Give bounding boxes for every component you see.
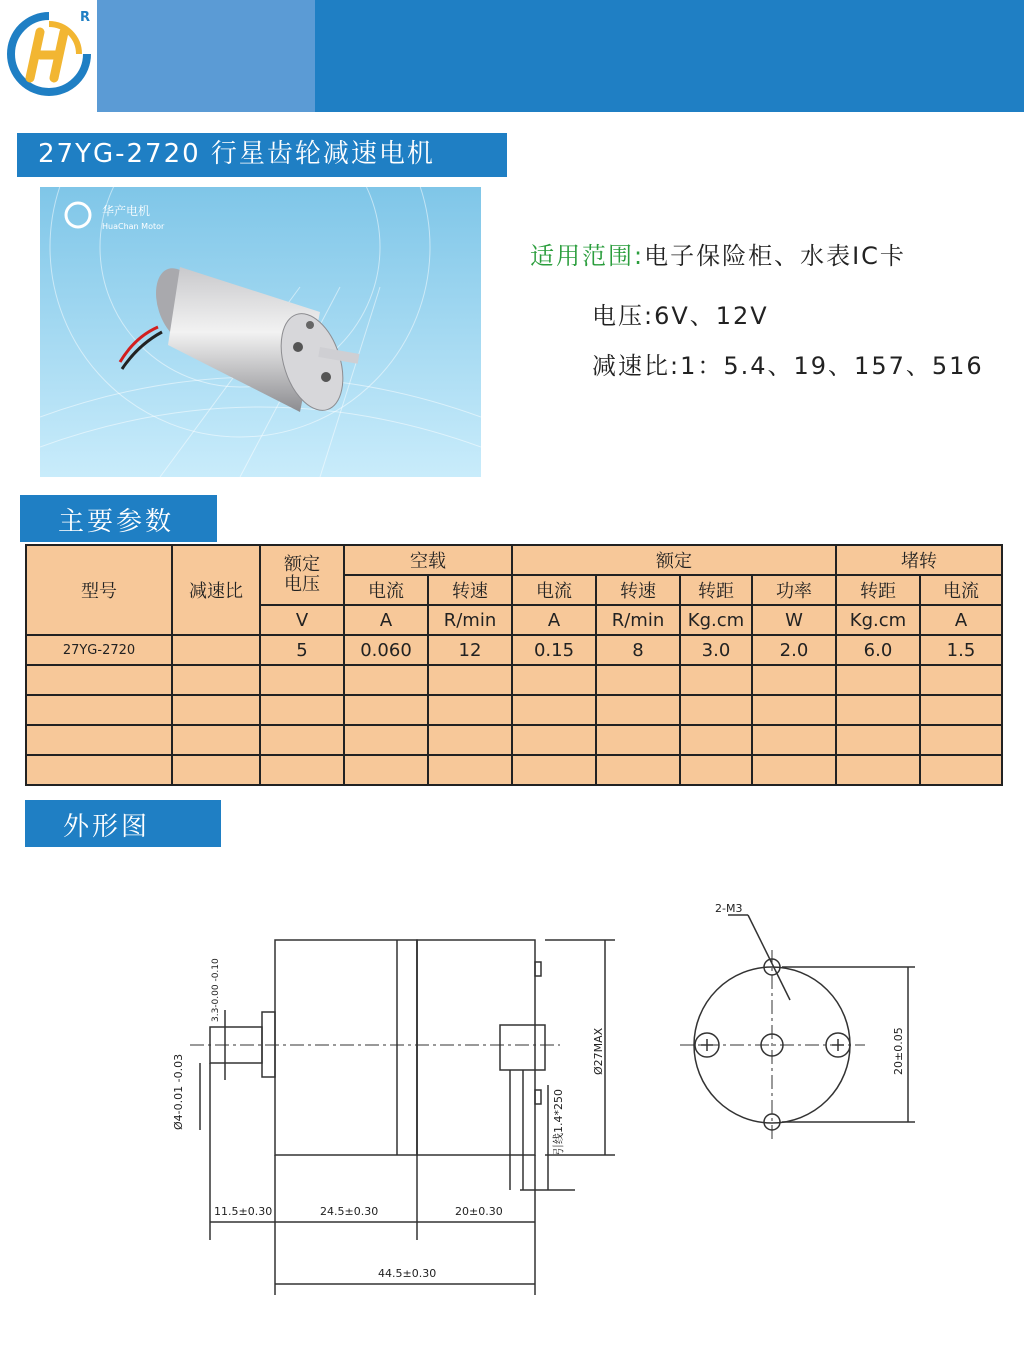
dim-shaft-dia: Ø4-0.01 -0.03 bbox=[172, 1053, 185, 1130]
dim-body-2: 20±0.30 bbox=[455, 1205, 503, 1218]
rated-voltage-header-l1: 额定 bbox=[284, 554, 320, 575]
params-section-tab bbox=[20, 495, 217, 542]
unit-nl-current: A bbox=[344, 605, 428, 635]
motor-body-rear bbox=[417, 940, 535, 1155]
table-row bbox=[26, 635, 1002, 665]
terminal-block bbox=[500, 1025, 545, 1070]
outline-section-tab bbox=[25, 800, 221, 847]
model-header: 型号 bbox=[26, 545, 172, 635]
unit-voltage: V bbox=[260, 605, 344, 635]
r-power-header: 功率 bbox=[752, 575, 836, 605]
header-band-dark bbox=[315, 0, 1024, 112]
registered-mark: R bbox=[80, 10, 91, 25]
table-row-empty bbox=[26, 725, 1002, 755]
cell-r-power: 2.0 bbox=[752, 635, 836, 665]
r-speed-header: 转速 bbox=[596, 575, 680, 605]
unit-s-torque: Kg.cm bbox=[836, 605, 920, 635]
header-band-light bbox=[97, 0, 315, 112]
photo-brand-cn: 华产电机 bbox=[102, 204, 151, 218]
cell-s-current: 1.5 bbox=[920, 635, 1002, 665]
usage-value: 电子保险柜、水表IC卡 bbox=[644, 242, 906, 270]
unit-nl-speed: R/min bbox=[428, 605, 512, 635]
voltage-line: 电压:6V、12V bbox=[592, 302, 769, 330]
cell-voltage: 5 bbox=[260, 635, 344, 665]
ratio-header: 减速比 bbox=[172, 545, 260, 635]
dim-body-1: 24.5±0.30 bbox=[320, 1205, 379, 1218]
table-row-empty bbox=[26, 665, 1002, 695]
dim-shaft-length: 11.5±0.30 bbox=[214, 1205, 273, 1218]
ratio-line: 减速比:1：5.4、19、157、516 bbox=[592, 352, 984, 380]
unit-r-torque: Kg.cm bbox=[680, 605, 752, 635]
page-title: 27YG-2720 行星齿轮减速电机 bbox=[38, 139, 435, 169]
r-torque-header: 转距 bbox=[680, 575, 752, 605]
table-row-empty bbox=[26, 755, 1002, 785]
rated-voltage-header-l2: 电压 bbox=[284, 574, 320, 595]
unit-r-power: W bbox=[752, 605, 836, 635]
dim-hole-pitch: 20±0.05 bbox=[892, 1027, 905, 1075]
product-photo bbox=[40, 187, 481, 477]
cell-model: 27YG-2720 bbox=[26, 635, 172, 665]
s-torque-header: 转距 bbox=[836, 575, 920, 605]
outline-section-title: 外形图 bbox=[63, 812, 151, 842]
outline-drawing bbox=[0, 870, 1024, 1310]
params-section-title: 主要参数 bbox=[58, 507, 175, 537]
unit-r-current: A bbox=[512, 605, 596, 635]
dim-thread: 2-M3 bbox=[715, 902, 743, 915]
stall-group-header: 堵转 bbox=[836, 545, 1002, 575]
nl-speed-header: 转速 bbox=[428, 575, 512, 605]
photo-brand-en: HuaChan Motor bbox=[102, 222, 165, 231]
cell-nl-current: 0.060 bbox=[344, 635, 428, 665]
motor-body-front bbox=[275, 940, 417, 1155]
table-header-row-1 bbox=[26, 545, 1002, 575]
cell-nl-speed: 12 bbox=[428, 635, 512, 665]
params-table-wrap bbox=[25, 544, 1003, 786]
params-table bbox=[25, 544, 1003, 786]
dim-lead: 引线1.4*250 bbox=[552, 1089, 565, 1155]
dim-flat: 3.3-0.00 -0.10 bbox=[211, 958, 221, 1022]
dim-body-dia: Ø27MAX bbox=[592, 1027, 605, 1075]
unit-r-speed: R/min bbox=[596, 605, 680, 635]
no-load-group-header: 空载 bbox=[344, 545, 512, 575]
rated-voltage-header bbox=[260, 545, 344, 605]
cell-ratio bbox=[172, 635, 260, 665]
usage-label: 适用范围: bbox=[530, 242, 645, 270]
s-current-header: 电流 bbox=[920, 575, 1002, 605]
unit-s-current: A bbox=[920, 605, 1002, 635]
cell-r-speed: 8 bbox=[596, 635, 680, 665]
usage-line bbox=[530, 236, 906, 271]
table-row-empty bbox=[26, 695, 1002, 725]
cell-r-torque: 3.0 bbox=[680, 635, 752, 665]
cell-s-torque: 6.0 bbox=[836, 635, 920, 665]
rated-group-header: 额定 bbox=[512, 545, 836, 575]
nl-current-header: 电流 bbox=[344, 575, 428, 605]
cell-r-current: 0.15 bbox=[512, 635, 596, 665]
dim-total: 44.5±0.30 bbox=[378, 1267, 437, 1280]
r-current-header: 电流 bbox=[512, 575, 596, 605]
